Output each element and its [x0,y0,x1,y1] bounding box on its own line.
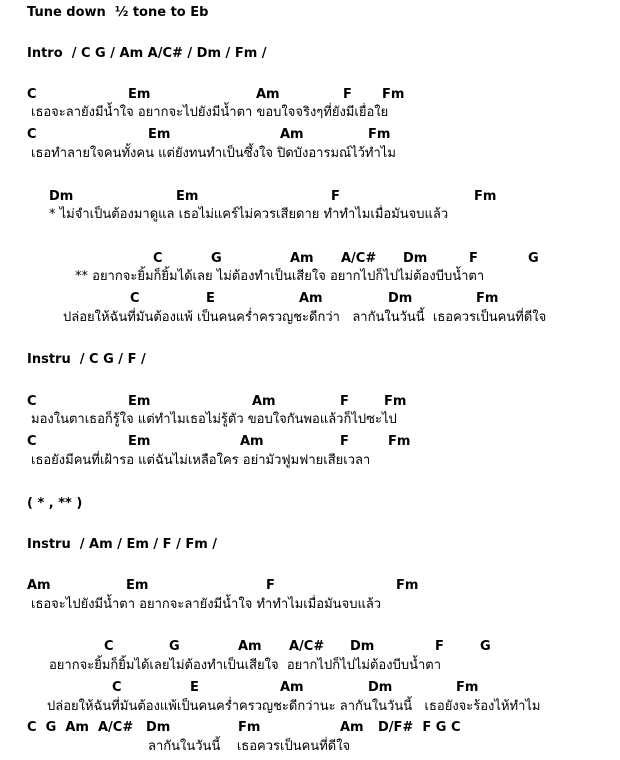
chord: Dm [49,189,74,204]
lyric-line: เธอทำลายใจคนทั้งคน แต่ยังทนทำเป็นซึ้งใจ ปิดบังอารมณ์ไว้ทำไม [31,146,396,161]
chord: Am [252,394,276,409]
chord: Fm [388,434,411,449]
chord: E [190,680,199,695]
lyric-line: อยากจะยิ้มก็ยิ้มได้เลยไม่ต้องทำเป็นเสียใจ อยากไปก็ไปไม่ต้องบีบน้ำตา [49,658,442,673]
chord: A/C# [341,251,377,266]
chord: Dm [146,720,171,735]
chord: Am [280,127,304,142]
chord: C [27,394,37,409]
chord: G [169,639,180,654]
chord: Am [238,639,262,654]
tuning-note: Tune down ½ tone to Eb [27,5,209,20]
chord: Em [126,578,149,593]
chord: G [480,639,491,654]
chord: Fm [238,720,261,735]
lyric-line: ปล่อยให้ฉันที่มันต้องแพ้ เป็นคนคร่ำครวญชะดีกว่า ลากันในวันนี้ เธอควรเป็นคนที่ดีใจ [63,310,547,325]
lyric-line: ปล่อยให้ฉันที่มันต้องแพ้เป็นคนคร่ำครวญชะดีกว่านะ ลากันในวันนี้ เธอยังจะร้องไห้ทำไม [47,699,541,714]
intro-line: Intro / C G / Am A/C# / Dm / Fm / [27,46,267,61]
chord: C [27,434,37,449]
chord: G [528,251,539,266]
chord: Em [128,87,151,102]
chord: F [343,87,352,102]
repeat-marker: ( * , ** ) [27,496,83,511]
chord: C [153,251,163,266]
lyric-line: ลากันในวันนี้ เธอควรเป็นคนที่ดีใจ [148,739,351,754]
lyric-line: เธอจะลายังมีน้ำใจ อยากจะไปยังมีน้ำตา ขอบใจจริงๆที่ยังมีเยื่อใย [31,105,389,120]
chord: Fm [456,680,479,695]
chord: C [112,680,122,695]
chord: Dm [403,251,428,266]
chord: F [331,189,340,204]
chord: E [206,291,215,306]
lyric-line: เธอยังมีคนที่เฝ้ารอ แต่ฉันไม่เหลือใคร อย่ามัวฟูมฟายเสียเวลา [31,453,371,468]
chord: F [340,434,349,449]
chord: Am [280,680,304,695]
chord: C [130,291,140,306]
chord: Em [128,394,151,409]
chord: Am [27,578,51,593]
chord: Am [256,87,280,102]
chord: Fm [368,127,391,142]
lyric-line: มองในตาเธอก็รู้ใจ แต่ทำไมเธอไม่รู้ตัว ขอบใจกันพอแล้วก็ไปซะไป [31,412,397,427]
chord: F [340,394,349,409]
chord: Dm [368,680,393,695]
chord: Em [176,189,199,204]
chord: Am [240,434,264,449]
chord: F [266,578,275,593]
lyric-line: ** อยากจะยิ้มก็ยิ้มได้เลย ไม่ต้องทำเป็นเสียใจ อยากไปก็ไปไม่ต้องบีบน้ำตา [75,269,485,284]
chord: D/F# F G C [378,720,461,735]
chord: Fm [396,578,419,593]
lyric-line: * ไม่จำเป็นต้องมาดูแล เธอไม่แคร์ไม่ควรเสียดาย ทำทำไมเมื่อมันจบแล้ว [49,207,449,222]
chord: C G Am A/C# [27,720,134,735]
chord: Fm [474,189,497,204]
chord: F [469,251,478,266]
chord: Am [299,291,323,306]
lyric-line: เธอจะไปยังมีน้ำตา อยากจะลายังมีน้ำใจ ทำทำไมเมื่อมันจบแล้ว [31,597,382,612]
chord: G [211,251,222,266]
chord: Fm [476,291,499,306]
chord: Fm [382,87,405,102]
chord: C [27,127,37,142]
chord: Dm [388,291,413,306]
chord: Am [290,251,314,266]
chord: Dm [350,639,375,654]
chord: C [27,87,37,102]
chord: Fm [384,394,407,409]
chord: A/C# [289,639,325,654]
chord: C [104,639,114,654]
chord: F [435,639,444,654]
chord: Em [148,127,171,142]
instru-line: Instru / Am / Em / F / Fm / [27,537,218,552]
instru-line: Instru / C G / F / [27,352,146,367]
chord: Am [340,720,364,735]
chord: Em [128,434,151,449]
